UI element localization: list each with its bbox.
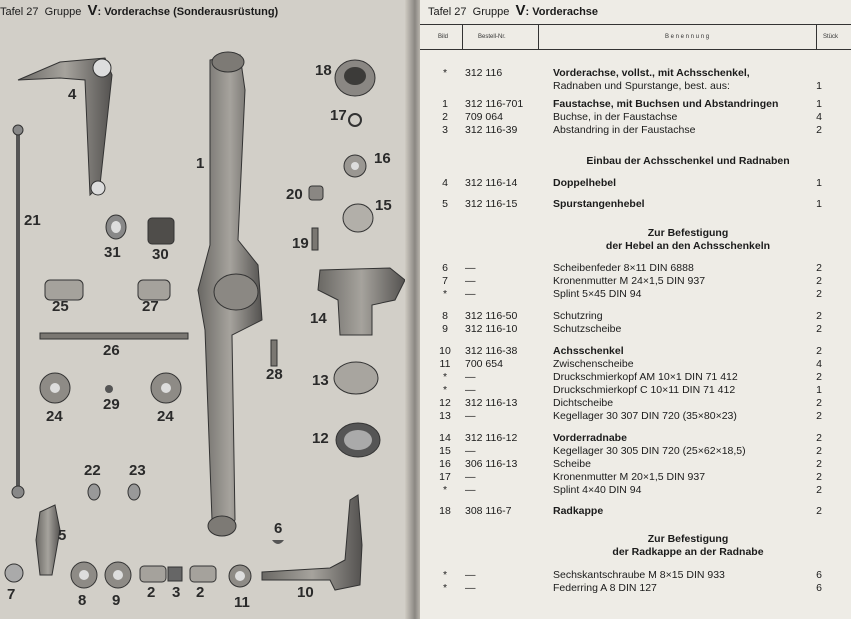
callout-1: 1 — [196, 155, 205, 172]
cell-benennung: Kegellager 30 307 DIN 720 (35×80×23) — [553, 410, 737, 422]
cell-stueck: 1 — [816, 384, 822, 396]
callout-22: 22 — [84, 462, 101, 479]
cell-benennung: Spurstangenhebel — [553, 198, 645, 210]
left-page-header: Tafel 27 Gruppe V: Vorderachse (Sonderausrüstung) — [0, 2, 279, 19]
cell-benennung: Schutzscheibe — [553, 323, 622, 335]
cell-stueck: 2 — [816, 371, 822, 383]
cell-benennung: Vorderachse, vollst., mit Achsschenkel, — [553, 67, 750, 79]
cell-bestell-nr: 312 116-50 — [465, 310, 518, 322]
cell-bestell-nr: — — [465, 445, 476, 457]
callout-31: 31 — [104, 244, 121, 261]
table-row — [420, 371, 851, 384]
table-row — [420, 432, 851, 445]
cell-bild: * — [442, 371, 448, 383]
cell-bild: 14 — [439, 432, 451, 444]
cell-benennung: Kegellager 30 305 DIN 720 (25×62×18,5) — [553, 445, 746, 457]
cell-stueck: 2 — [816, 458, 822, 470]
callout-23: 23 — [129, 462, 146, 479]
cell-stueck: 4 — [816, 111, 822, 123]
cell-benennung: Buchse, in der Faustachse — [553, 111, 678, 123]
cell-benennung: Sechskantschraube M 8×15 DIN 933 — [553, 569, 725, 581]
cell-stueck: 2 — [816, 471, 822, 483]
cell-bild: 12 — [439, 397, 451, 409]
cell-stueck: 1 — [816, 198, 822, 210]
cell-benennung: Druckschmierkopf C 10×11 DIN 71 412 — [553, 384, 736, 396]
table-row — [420, 345, 851, 358]
callout-11: 11 — [234, 594, 250, 611]
section-heading: der Radkappe an der Radnabe — [612, 546, 764, 558]
table-row — [420, 80, 851, 93]
cell-bestell-nr: 312 116-701 — [465, 98, 524, 110]
cell-stueck: 2 — [816, 262, 822, 274]
cell-benennung: Zwischenscheibe — [553, 358, 634, 370]
cell-stueck: 1 — [816, 98, 822, 110]
cell-stueck: 2 — [816, 505, 822, 517]
cell-bestell-nr: — — [465, 484, 476, 496]
callout-26: 26 — [103, 342, 120, 359]
table-row — [420, 445, 851, 458]
callout-15: 15 — [375, 197, 392, 214]
cell-bild: 11 — [439, 358, 451, 370]
cell-benennung: Druckschmierkopf AM 10×1 DIN 71 412 — [553, 371, 738, 383]
cell-benennung: Kronenmutter M 20×1,5 DIN 937 — [553, 471, 706, 483]
callout-30: 30 — [152, 246, 169, 263]
cell-benennung: Scheibenfeder 8×11 DIN 6888 — [553, 262, 694, 274]
callout-4: 4 — [68, 86, 77, 103]
callout-9: 9 — [112, 592, 121, 609]
cell-stueck: 2 — [816, 275, 822, 287]
table-row — [420, 198, 851, 211]
callout-24-left: 24 — [46, 408, 63, 425]
right-page-header: Tafel 27 Gruppe V: Vorderachse — [428, 2, 599, 19]
cell-bestell-nr: 312 116-14 — [465, 177, 518, 189]
callout-19: 19 — [292, 235, 309, 252]
section-heading: Zur Befestigung — [647, 533, 729, 545]
cell-bestell-nr: — — [465, 262, 476, 274]
callout-14: 14 — [310, 310, 327, 327]
cell-benennung: Dichtscheibe — [553, 397, 614, 409]
cell-bild: 8 — [442, 310, 448, 322]
table-row — [420, 275, 851, 288]
table-row — [420, 569, 851, 582]
table-row — [420, 177, 851, 190]
cell-bild: 13 — [439, 410, 451, 422]
table-row — [420, 124, 851, 137]
cell-stueck: 2 — [816, 310, 822, 322]
cell-bild: 2 — [442, 111, 448, 123]
cell-stueck: 1 — [816, 80, 822, 92]
table-row — [420, 98, 851, 111]
column-divider — [462, 24, 463, 50]
cell-bestell-nr: 312 116 — [465, 67, 503, 79]
cell-stueck: 2 — [816, 445, 822, 457]
table-row — [420, 111, 851, 124]
cell-bild: 10 — [439, 345, 451, 357]
callout-2: 2 — [147, 584, 156, 601]
cell-bild: 6 — [442, 262, 448, 274]
callout-3: 3 — [172, 584, 181, 601]
cell-stueck: 2 — [816, 288, 822, 300]
cell-bild: * — [442, 288, 448, 300]
cell-stueck: 1 — [816, 177, 822, 189]
cell-bild: * — [442, 484, 448, 496]
cell-bild: 5 — [442, 198, 448, 210]
cell-bild: 18 — [439, 505, 451, 517]
callout-29: 29 — [103, 396, 120, 413]
right-page-parts-list — [420, 0, 851, 619]
cell-stueck: 6 — [816, 582, 822, 594]
cell-benennung: Vorderradnabe — [553, 432, 627, 444]
callout-27: 27 — [142, 298, 159, 315]
column-divider — [816, 24, 817, 50]
table-header: Bild Bestell-Nr. B e n e n n u n g Stück — [420, 24, 851, 50]
cell-bild: 1 — [442, 98, 448, 110]
cell-bild: * — [442, 384, 448, 396]
cell-stueck: 4 — [816, 358, 822, 370]
cell-benennung: Radkappe — [553, 505, 604, 517]
callout-21: 21 — [24, 212, 41, 229]
cell-benennung: Splint 4×40 DIN 94 — [553, 484, 642, 496]
column-divider — [538, 24, 539, 50]
callout-8: 8 — [78, 592, 87, 609]
table-row — [420, 67, 851, 80]
callout-16: 16 — [374, 150, 391, 167]
cell-bild: 15 — [439, 445, 451, 457]
cell-bestell-nr: 312 116-39 — [465, 124, 518, 136]
callout-2-second: 2 — [196, 584, 205, 601]
table-row — [420, 262, 851, 275]
cell-bestell-nr: — — [465, 384, 476, 396]
cell-benennung: Kronenmutter M 24×1,5 DIN 937 — [553, 275, 706, 287]
callout-17: 17 — [330, 107, 347, 124]
cell-bild: 16 — [439, 458, 451, 470]
cell-bestell-nr: 312 116-10 — [465, 323, 518, 335]
cell-benennung: Faustachse, mit Buchsen und Abstandringen — [553, 98, 779, 110]
cell-bestell-nr: — — [465, 275, 476, 287]
cell-bestell-nr: 312 116-38 — [465, 345, 518, 357]
callout-12: 12 — [312, 430, 329, 447]
callout-7: 7 — [7, 586, 16, 603]
cell-stueck: 2 — [816, 397, 822, 409]
table-row — [420, 410, 851, 423]
cell-benennung: Achsschenkel — [553, 345, 624, 357]
cell-bestell-nr: — — [465, 371, 476, 383]
callout-10: 10 — [297, 584, 314, 601]
table-row — [420, 323, 851, 336]
cell-bild: 7 — [442, 275, 448, 287]
cell-benennung: Splint 5×45 DIN 94 — [553, 288, 642, 300]
table-row — [420, 458, 851, 471]
table-row — [420, 505, 851, 518]
cell-benennung: Federring A 8 DIN 127 — [553, 582, 657, 594]
cell-bild: 9 — [442, 323, 448, 335]
table-row — [420, 471, 851, 484]
cell-bild: 3 — [442, 124, 448, 136]
cell-benennung: Schutzring — [553, 310, 603, 322]
cell-bild: 17 — [439, 471, 451, 483]
table-row — [420, 397, 851, 410]
cell-bild: * — [442, 67, 448, 79]
table-row — [420, 310, 851, 323]
cell-stueck: 2 — [816, 124, 822, 136]
cell-bestell-nr: — — [465, 582, 476, 594]
cell-benennung: Scheibe — [553, 458, 591, 470]
cell-bild: * — [442, 582, 448, 594]
cell-bestell-nr: 709 064 — [465, 111, 503, 123]
cell-stueck: 2 — [816, 345, 822, 357]
cell-bestell-nr: — — [465, 410, 476, 422]
cell-stueck: 2 — [816, 323, 822, 335]
cell-bestell-nr: — — [465, 288, 476, 300]
callout-25: 25 — [52, 298, 69, 315]
cell-stueck: 6 — [816, 569, 822, 581]
cell-bestell-nr: 312 116-13 — [465, 397, 518, 409]
cell-bestell-nr: 306 116-13 — [465, 458, 518, 470]
cell-benennung: Abstandring in der Faustachse — [553, 124, 696, 136]
cell-benennung: Doppelhebel — [553, 177, 617, 189]
table-row — [420, 384, 851, 397]
callout-20: 20 — [286, 186, 303, 203]
cell-bestell-nr: 700 654 — [465, 358, 503, 370]
table-row — [420, 288, 851, 301]
table-row — [420, 582, 851, 595]
callout-5: 5 — [58, 527, 67, 544]
cell-bestell-nr: 312 116-15 — [465, 198, 518, 210]
cell-stueck: 2 — [816, 484, 822, 496]
section-heading: der Hebel an den Achsschenkeln — [605, 240, 771, 252]
cell-bestell-nr: — — [465, 471, 476, 483]
cell-bestell-nr: 308 116-7 — [465, 505, 512, 517]
table-row — [420, 484, 851, 497]
cell-bild: 4 — [442, 177, 448, 189]
callout-6: 6 — [274, 520, 283, 537]
cell-bestell-nr: 312 116-12 — [465, 432, 518, 444]
callout-24-right: 24 — [157, 408, 174, 425]
cell-benennung: Radnaben und Spurstange, best. aus: — [553, 80, 730, 92]
table-row — [420, 358, 851, 371]
cell-bild: * — [442, 569, 448, 581]
callout-13: 13 — [312, 372, 329, 389]
section-heading: Einbau der Achsschenkel und Radnaben — [586, 155, 790, 167]
cell-bestell-nr: — — [465, 569, 476, 581]
left-page-illustration — [0, 0, 412, 619]
cell-stueck: 2 — [816, 410, 822, 422]
section-heading: Zur Befestigung — [647, 227, 729, 239]
callout-18: 18 — [315, 62, 332, 79]
callout-28: 28 — [266, 366, 283, 383]
cell-stueck: 2 — [816, 432, 822, 444]
